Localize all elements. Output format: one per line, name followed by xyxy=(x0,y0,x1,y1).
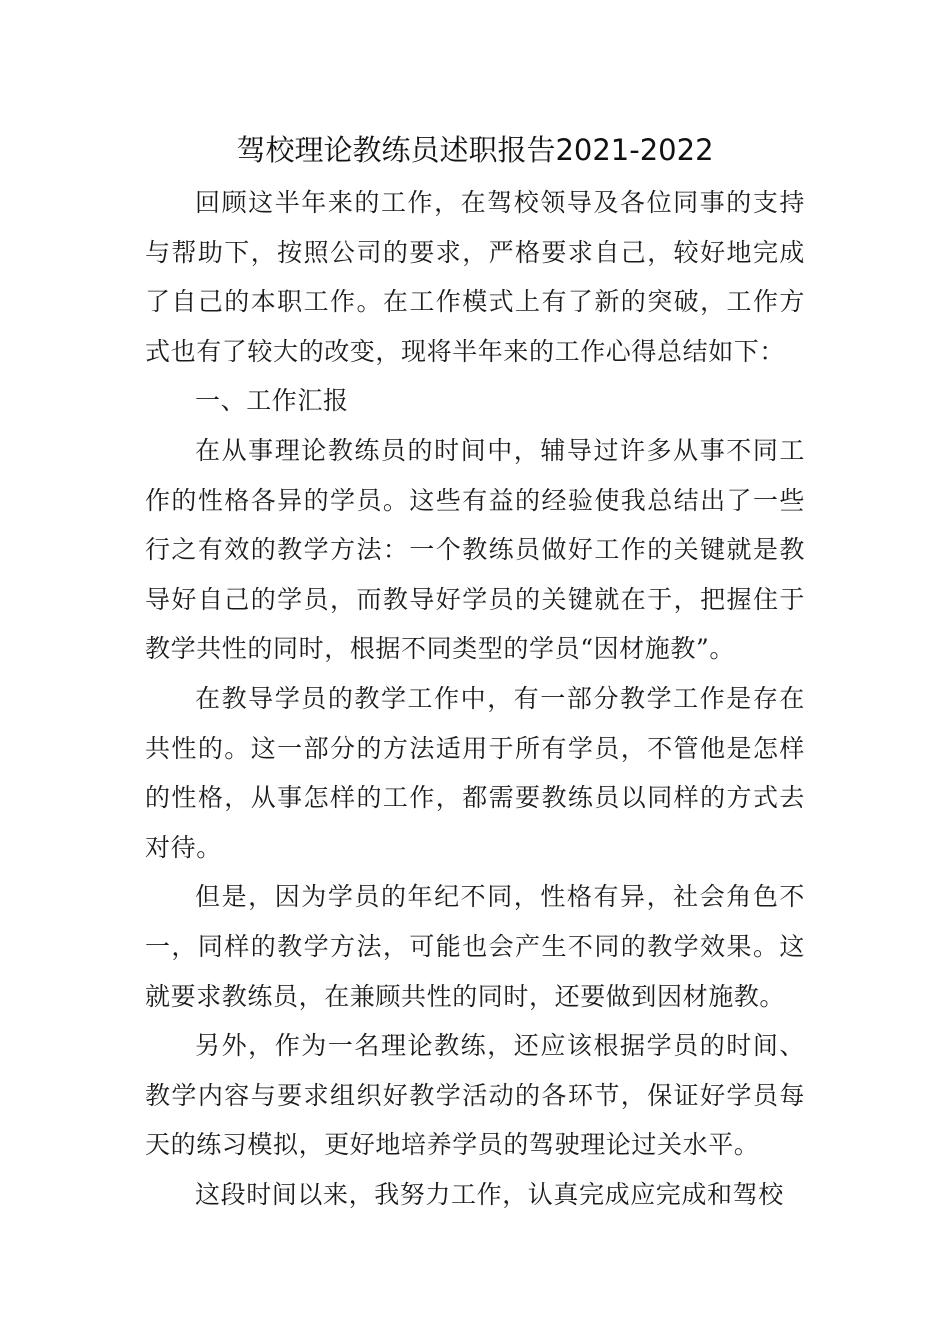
paragraph-closing: 这段时间以来，我努力工作，认真完成应完成和驾校 xyxy=(195,1179,784,1209)
section-heading-work-report: 一、工作汇报 xyxy=(195,386,349,416)
paragraph-teaching-methods: 在从事理论教练员的时间中，辅导过许多从事不同工作的性格各异的学员。这些有益的经验使我总结出了一些行之有效的教学方法：一个教练员做好工作的关键就是教导好自己的学员，而教导好学员的关键就在于，把握住于教学共性的同时，根据不同类型的学员“因材施教”。 xyxy=(145,435,805,664)
paragraph-intro: 回顾这半年来的工作，在驾校领导及各位同事的支持与帮助下，按照公司的要求，严格要求自己，较好地完成了自己的本职工作。在工作模式上有了新的突破，工作方式也有了较大的改变，现将半年来的工作心得总结如下： xyxy=(145,188,805,366)
document-title: 驾校理论教练员述职报告2021-2022 xyxy=(236,133,714,167)
paragraph-organization: 另外，作为一名理论教练，还应该根据学员的时间、教学内容与要求组织好教学活动的各环节，保证好学员每天的练习模拟，更好地培养学员的驾驶理论过关水平。 xyxy=(145,1031,805,1160)
paragraph-individual-teaching: 但是，因为学员的年纪不同，性格有异，社会角色不一，同样的教学方法，可能也会产生不同的教学效果。这就要求教练员，在兼顾共性的同时，还要做到因材施教。 xyxy=(145,882,805,1011)
document-body xyxy=(145,178,805,1219)
paragraph-common-teaching: 在教导学员的教学工作中，有一部分教学工作是存在共性的。这一部分的方法适用于所有学员，不管他是怎样的性格，从事怎样的工作，都需要教练员以同样的方式去对待。 xyxy=(145,683,805,862)
